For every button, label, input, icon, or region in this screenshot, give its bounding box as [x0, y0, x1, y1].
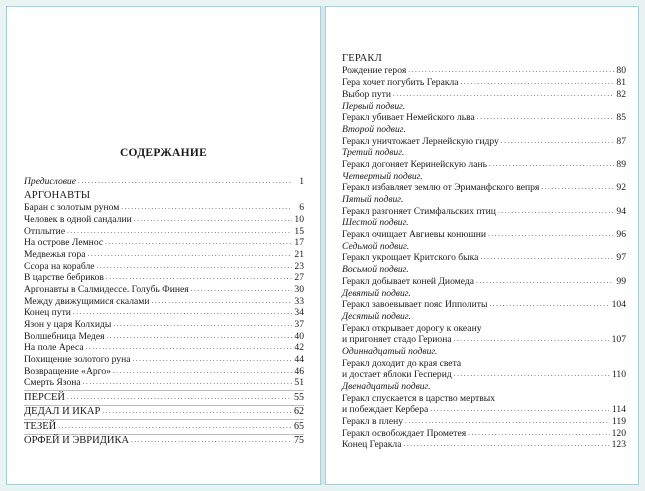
dot-leader	[78, 176, 292, 188]
toc-line: Геракл спускается в царство мертвых	[342, 392, 496, 404]
entry-title: Геракл уничтожает Лернейскую гидру	[342, 135, 499, 147]
page-number: 17	[294, 237, 304, 249]
page-number: 27	[294, 272, 304, 284]
dot-leader	[408, 65, 614, 77]
page-number: 10	[294, 213, 304, 225]
subsection-label: Седьмой подвиг.	[342, 240, 410, 252]
right-toc	[342, 53, 626, 451]
entry-title: ПЕРСЕЙ	[24, 391, 65, 403]
page-number: 51	[294, 377, 304, 389]
entry-title: Баран с золотым руном	[24, 202, 120, 214]
toc-entry	[342, 416, 626, 428]
dot-leader	[191, 284, 292, 296]
contents-title: СОДЕРЖАНИЕ	[119, 147, 208, 159]
page-number: 119	[611, 416, 626, 428]
page-number: 21	[294, 248, 304, 260]
dot-leader	[468, 428, 609, 440]
entry-title: Аргонавты в Салмидессе. Голубь Финея	[24, 283, 189, 295]
page-number: 46	[294, 365, 304, 377]
toc-entry	[342, 206, 626, 218]
section-entry	[24, 391, 304, 404]
toc-line: Геракл доходит до края света	[342, 357, 462, 369]
dot-leader	[131, 435, 292, 447]
dot-leader	[67, 392, 292, 404]
subsection-label: Девятый подвиг.	[342, 287, 411, 299]
dot-leader	[489, 159, 614, 171]
page-number: 82	[616, 88, 626, 100]
subsection-label: Десятый подвиг.	[342, 310, 411, 322]
toc-entry	[24, 354, 304, 366]
page-number: 123	[611, 439, 626, 451]
toc-entry	[24, 366, 304, 378]
entry-title: Гера хочет погубить Геракла	[342, 77, 459, 89]
toc-entry	[24, 226, 304, 238]
entry-title: и достает яблоки Гесперид	[342, 369, 452, 381]
page-number: 42	[294, 342, 304, 354]
page-number: 87	[616, 135, 626, 147]
toc-entry	[24, 237, 304, 249]
page-number: 110	[611, 369, 626, 381]
dot-leader	[498, 206, 614, 218]
page-number: 107	[611, 334, 626, 346]
toc-entry	[342, 112, 626, 124]
entry-title: Геракл укрощает Критского быка	[342, 252, 479, 264]
toc-entry	[342, 334, 626, 346]
dot-leader	[73, 307, 292, 319]
entry-title: ТЕЗЕЙ	[24, 420, 57, 432]
entry-title: ДЕДАЛ И ИКАР	[24, 406, 101, 418]
page-number: 62	[294, 406, 304, 418]
entry-title: Геракл убивает Немейского льва	[342, 112, 475, 124]
dot-leader	[88, 249, 292, 261]
entry-title: Ссора на корабле	[24, 260, 95, 272]
dot-leader	[461, 77, 614, 89]
toc-entry	[342, 66, 626, 78]
dot-leader	[430, 404, 610, 416]
entry-title: Конец Геракла	[342, 439, 402, 451]
page-number: 33	[294, 295, 304, 307]
toc-entry	[24, 176, 304, 188]
dot-leader	[107, 331, 292, 343]
entry-title: Язон у царя Колхиды	[24, 319, 112, 331]
dot-leader	[393, 89, 614, 101]
dot-leader	[113, 319, 292, 331]
subsection-label: Шестой подвиг.	[342, 217, 409, 229]
dot-leader	[454, 334, 610, 346]
dot-leader	[102, 406, 292, 418]
entry-title: Между движущимися скалами	[24, 295, 150, 307]
entry-title: Отплытие	[24, 225, 66, 237]
page-number: 34	[294, 307, 304, 319]
page-number: 81	[616, 77, 626, 89]
dot-leader	[97, 261, 292, 273]
section-entry	[24, 406, 304, 419]
entry-title: Геракл в плену	[342, 416, 404, 428]
left-page	[6, 6, 321, 485]
toc-entry	[342, 253, 626, 265]
dot-leader	[113, 366, 292, 378]
entry-title: Волшебница Медея	[24, 330, 105, 342]
page-number: 85	[616, 112, 626, 124]
toc-entry	[342, 440, 626, 452]
entry-title: В царстве бебриков	[24, 272, 104, 284]
entry-title: и пригоняет стадо Гериона	[342, 334, 452, 346]
page-number: 104	[611, 299, 626, 311]
toc-entry	[24, 378, 304, 390]
entry-title: Возвращение «Арго»	[24, 365, 111, 377]
page-number: 92	[616, 182, 626, 194]
entry-title: Геракл очищает Авгиевы конюшни	[342, 229, 487, 241]
subsection-label: Пятый подвиг.	[342, 194, 404, 206]
entry-title: Геракл разгоняет Стимфальских птиц	[342, 205, 496, 217]
toc-entry	[24, 319, 304, 331]
entry-title: Похищение золотого руна	[24, 354, 131, 366]
right-page	[325, 6, 639, 485]
toc-entry	[342, 159, 626, 171]
entry-title: Геракл освобождает Прометея	[342, 427, 467, 439]
subsection-label: Первый подвиг.	[342, 100, 406, 112]
dot-leader	[454, 369, 610, 381]
left-toc	[24, 176, 304, 447]
toc-entry	[24, 214, 304, 226]
entry-title: На острове Лемнос	[24, 237, 104, 249]
toc-entry	[24, 331, 304, 343]
page-number: 23	[294, 260, 304, 272]
page-number: 44	[294, 354, 304, 366]
page-number: 80	[616, 65, 626, 77]
toc-entry	[342, 428, 626, 440]
dot-leader	[134, 214, 292, 226]
entry-title: Конец пути	[24, 307, 71, 319]
page-number: 65	[294, 420, 304, 432]
entry-title: и побеждает Кербера	[342, 404, 429, 416]
page-number: 94	[616, 205, 626, 217]
page-number: 120	[611, 427, 626, 439]
entry-title: Предисловие	[24, 175, 76, 187]
toc-entry	[24, 202, 304, 214]
entry-title: ОРФЕЙ И ЭВРИДИКА	[24, 435, 130, 447]
toc-entry	[342, 182, 626, 194]
entry-title: Геракл добывает коней Диомеда	[342, 275, 475, 287]
dot-leader	[501, 136, 614, 148]
subsection-label: Второй подвиг.	[342, 123, 406, 135]
dot-leader	[106, 272, 292, 284]
page-number: 89	[616, 158, 626, 170]
dot-leader	[152, 296, 292, 308]
subsection-label: Четвертый подвиг.	[342, 170, 423, 182]
dot-leader	[132, 354, 292, 366]
entry-title: Выбор пути	[342, 88, 391, 100]
dot-leader	[86, 342, 292, 354]
entry-title: Геракл избавляет землю от Эриманфского вепря	[342, 182, 540, 194]
page-number: 97	[616, 252, 626, 264]
page-number: 96	[616, 229, 626, 241]
subsection-label: Восьмой подвиг.	[342, 264, 409, 276]
subsection-label: Третий подвиг.	[342, 147, 405, 159]
toc-line: Геракл открывает дорогу к океану	[342, 322, 482, 334]
section-heading: ГЕРАКЛ	[342, 53, 382, 64]
page-number: 30	[294, 283, 304, 295]
entry-title: Смерть Язона	[24, 377, 81, 389]
toc-entry	[24, 261, 304, 273]
page-number: 15	[294, 225, 304, 237]
toc-entry	[342, 229, 626, 241]
dot-leader	[403, 439, 609, 451]
dot-leader	[476, 276, 614, 288]
dot-leader	[480, 252, 614, 264]
toc-entry	[24, 296, 304, 308]
page-number: 1	[299, 175, 304, 187]
entry-title: Рождение героя	[342, 65, 407, 77]
dot-leader	[488, 229, 614, 241]
toc-entry	[342, 299, 626, 311]
page-number: 6	[299, 202, 304, 214]
toc-entry	[24, 272, 304, 284]
dot-leader	[67, 226, 292, 238]
toc-entry	[342, 276, 626, 288]
section-heading: АРГОНАВТЫ	[24, 189, 91, 201]
toc-entry	[342, 369, 626, 381]
dot-leader	[489, 299, 609, 311]
page-number: 55	[294, 391, 304, 403]
dot-leader	[58, 421, 292, 433]
toc-entry	[24, 284, 304, 296]
entry-title: Медвежья гора	[24, 248, 86, 260]
toc-entry	[342, 89, 626, 101]
entry-title: На поле Ареса	[24, 342, 84, 354]
dot-leader	[121, 202, 292, 214]
dot-leader	[541, 182, 614, 194]
subsection-label: Двенадцатый подвиг.	[342, 381, 431, 393]
page-number: 37	[294, 319, 304, 331]
page-number: 99	[616, 275, 626, 287]
dot-leader	[105, 237, 292, 249]
subsection-label: Одиннадцатый подвиг.	[342, 346, 438, 357]
toc-entry	[24, 342, 304, 354]
dot-leader	[83, 377, 292, 389]
page-number: 75	[294, 435, 304, 447]
section-entry	[24, 435, 304, 448]
dot-leader	[405, 416, 610, 428]
entry-title: Геракл догоняет Керинейскую лань	[342, 158, 487, 170]
page-number: 114	[611, 404, 626, 416]
toc-entry	[342, 77, 626, 89]
entry-title: Человек в одной сандалии	[24, 213, 132, 225]
toc-entry	[342, 136, 626, 148]
toc-entry	[342, 404, 626, 416]
toc-entry	[24, 307, 304, 319]
section-entry	[24, 420, 304, 433]
page-number: 40	[294, 330, 304, 342]
entry-title: Геракл завоевывает пояс Ипполиты	[342, 299, 488, 311]
toc-entry	[24, 249, 304, 261]
dot-leader	[477, 112, 614, 124]
